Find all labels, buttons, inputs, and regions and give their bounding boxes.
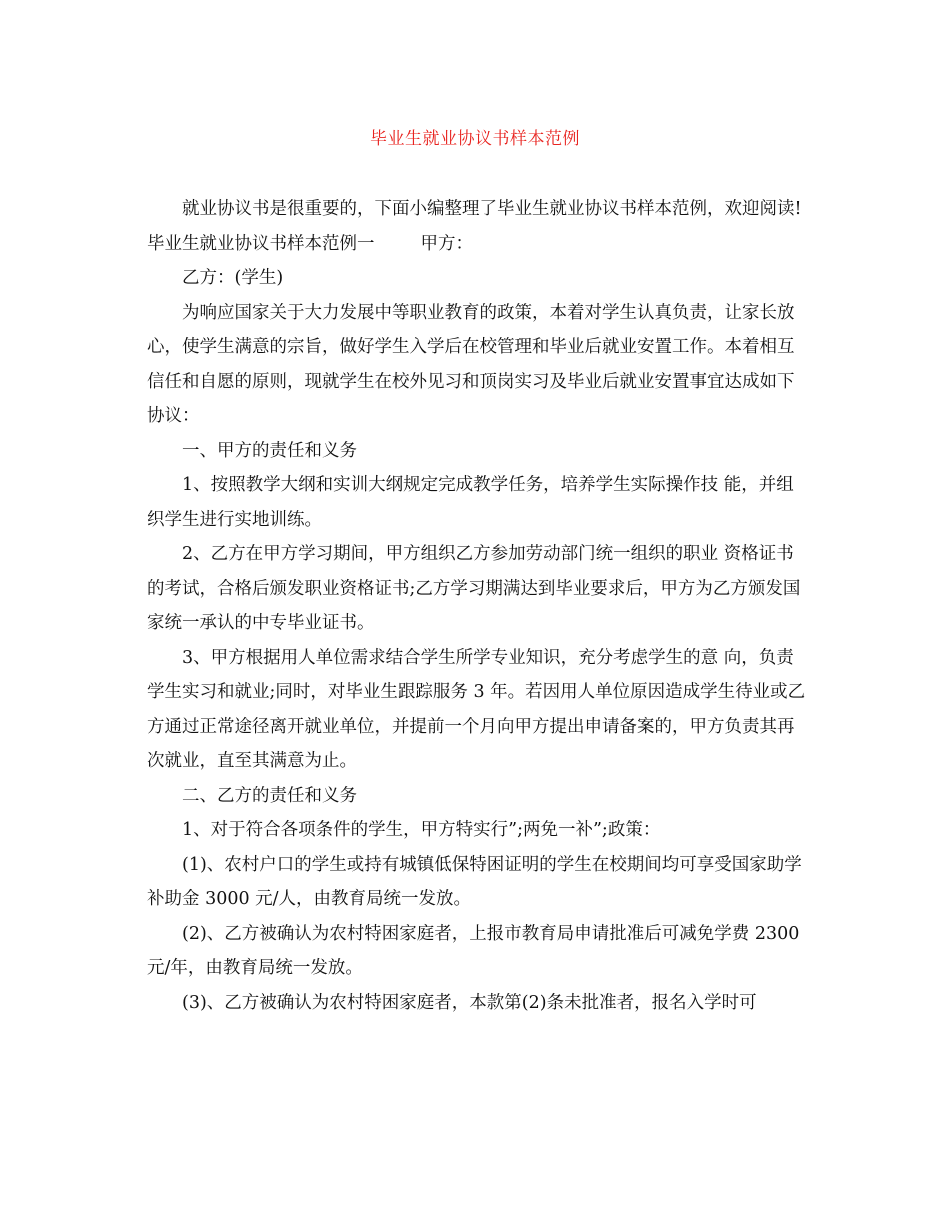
section-1-item-2: 2、乙方在甲方学习期间，甲方组织乙方参加劳动部门统一组织的职业 资格证书的考试，合格后颁发职业资格证书;乙方学习期满达到毕业要求后，甲方为乙方颁发国家统一承认的中专毕业证书。 [147, 544, 801, 633]
section-2-title: 二、乙方的责任和义务 [182, 785, 357, 806]
preamble-paragraph: 为响应国家关于大力发展中等职业教育的政策，本着对学生认真负责，让家长放心，使学生满意的宗旨，做好学生入学后在校管理和毕业后就业安置工作。本着相互信任和自愿的原则，现就学生在校外见习和顶岗实习及毕业后就业安置事宜达成如下协议： [147, 302, 795, 426]
section-2-sub-3: (3)、乙方被确认为农村特困家庭者，本款第(2)条未批准者，报名入学时可 [182, 992, 757, 1013]
party-a-label: 甲方： [420, 233, 473, 254]
section-2-item-1: 1、对于符合各项条件的学生，甲方特实行”;两免一补”;政策： [182, 820, 661, 840]
example-heading: 毕业生就业协议书样本范例一 [147, 233, 375, 254]
intro-paragraph: 就业协议书是很重要的，下面小编整理了毕业生就业协议书样本范例，欢迎阅读! [182, 199, 802, 219]
section-1-item-3: 3、甲方根据用人单位需求结合学生所学专业知识，充分考虑学生的意 向，负责学生实习和就业;同时，对毕业生跟踪服务 3 年。若因用人单位原因造成学生待业或乙方通过正常途径离开就业单位，并提前一个月向甲方提出申请备案的，甲方负责其再次就业，直至其满意为止。 [147, 647, 806, 771]
example-heading-line [147, 227, 807, 262]
section-2-sub-2: (2)、乙方被确认为农村特困家庭者，上报市教育局申请批准后可减免学费 2300 元/年，由教育局统一发放。 [147, 923, 800, 978]
section-2-sub-1: (1)、农村户口的学生或持有城镇低保特困证明的学生在校期间均可享受国家助学补助金 3000 元/人，由教育局统一发放。 [147, 854, 802, 909]
section-1-title: 一、甲方的责任和义务 [182, 440, 357, 461]
section-1-item-1: 1、按照教学大纲和实训大纲规定完成教学任务，培养学生实际操作技 能，并组织学生进行实地训练。 [147, 475, 794, 530]
document-body [147, 192, 807, 1020]
document-title: 毕业生就业协议书样本范例 [370, 129, 580, 149]
party-b-label: 乙方：(学生) [182, 268, 284, 288]
